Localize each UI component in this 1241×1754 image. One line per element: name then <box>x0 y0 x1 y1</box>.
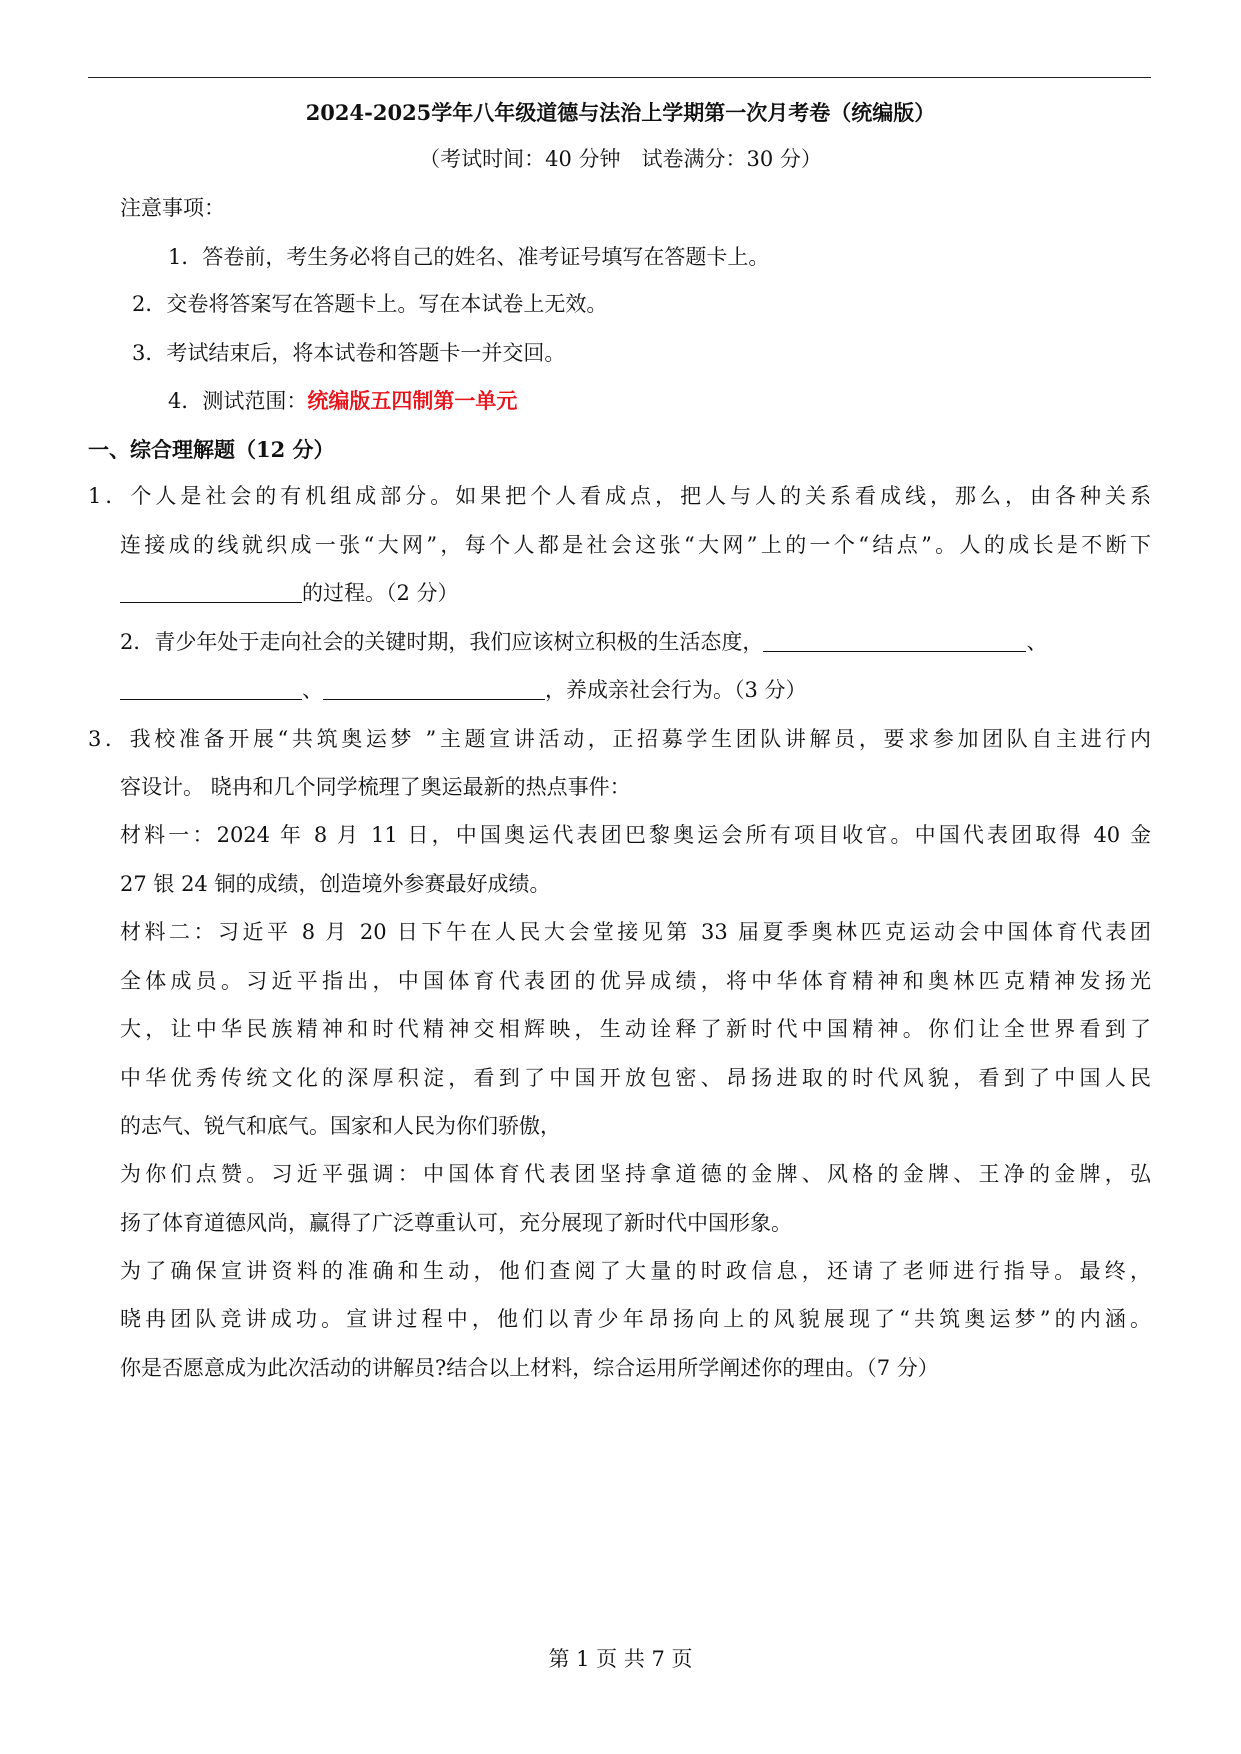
test-scope: 统编版五四制第一单元 <box>307 388 518 413</box>
section-heading: 一、综合理解题（12 分） <box>88 437 335 462</box>
q2-line-1-text: 2．青少年处于走向社会的关键时期，我们应该树立积极的生活态度， <box>120 630 764 654</box>
material-2-line-3: 大，让中华民族精神和时代精神交相辉映，生动诠释了新时代中国精神。你们让全世界看到了 <box>120 1017 1151 1041</box>
notice-item-4-prefix: 4．测试范围： <box>168 389 308 413</box>
q3-line-1: 3．我校准备开展“共筑奥运梦 ”主题宣讲活动，正招募学生团队讲解员，要求参加团队自主进行内 <box>88 727 1151 751</box>
q2-separator: 、 <box>1026 630 1048 654</box>
notice-item-3: 3．考试结束后，将本试卷和答题卡一并交回。 <box>132 341 566 365</box>
q1-line-3 <box>120 581 459 606</box>
q3-line-2: 容设计。 晓冉和几个同学梳理了奥运最新的热点事件： <box>120 775 631 799</box>
material-2-line-6: 为你们点赞。习近平强调：中国体育代表团坚持拿道德的金牌、风格的金牌、王净的金牌，弘 <box>120 1162 1151 1186</box>
exam-title: 2024-2025学年八年级道德与法治上学期第一次月考卷（统编版） <box>305 100 936 125</box>
notice-item-2: 2．交卷将答案写在答题卡上。写在本试卷上无效。 <box>132 292 608 316</box>
material-1-line-2: 27 银 24 铜的成绩，创造境外参赛最好成绩。 <box>120 872 551 896</box>
q1-line-2: 连接成的线就织成一张“大网”，每个人都是社会这张“大网”上的一个“结点”。人的成长是不断下 <box>120 533 1151 557</box>
material-2-line-5: 的志气、锐气和底气。国家和人民为你们骄傲， <box>120 1114 561 1138</box>
q2-answer-blank-1[interactable] <box>763 631 1026 652</box>
q2-separator-2: 、 <box>302 678 323 702</box>
material-1-line-1: 材料一：2024 年 8 月 11 日，中国奥运代表团巴黎奥运会所有项目收官。中国代表团取得 40 金 <box>120 823 1151 847</box>
q3-closing-line-2: 晓冉团队竞讲成功。宣讲过程中，他们以青少年昂扬向上的风貌展现了“共筑奥运梦”的内涵。 <box>120 1307 1151 1331</box>
q3-closing-line-1: 为了确保宣讲资料的准确和生动，他们查阅了大量的时政信息，还请了老师进行指导。最终， <box>120 1259 1151 1283</box>
notice-item-1: 1．答卷前，考生务必将自己的姓名、准考证号填写在答题卡上。 <box>168 245 770 269</box>
material-2-line-4: 中华优秀传统文化的深厚积淀，看到了中国开放包密、昂扬进取的时代风貌，看到了中国人民 <box>120 1066 1151 1090</box>
q1-line-3-text: 的过程。（2 分） <box>302 581 459 605</box>
q3-question-prompt: 你是否愿意成为此次活动的讲解员?结合以上材料，综合运用所学阐述你的理由。（7 分） <box>120 1356 939 1380</box>
notice-item-4 <box>168 388 517 414</box>
q1-line-1: 1．个人是社会的有机组成部分。如果把个人看成点，把人与人的关系看成线，那么，由各种关系 <box>88 484 1151 508</box>
material-2-line-1: 材料二：习近平 8 月 20 日下午在人民大会堂接见第 33 届夏季奥林匹克运动会中国体育代表团 <box>120 920 1151 944</box>
exam-subtitle: （考试时间：40 分钟 试卷满分：30 分） <box>419 147 822 171</box>
header-rule <box>88 77 1151 78</box>
notice-heading: 注意事项： <box>120 196 225 220</box>
page-number: 第 1 页 共 7 页 <box>548 1647 693 1671</box>
q1-answer-blank[interactable] <box>120 582 302 603</box>
q2-line-2-text: ，养成亲社会行为。（3 分） <box>545 678 807 702</box>
q2-answer-blank-2[interactable] <box>120 679 302 700</box>
q2-line-2 <box>120 678 807 703</box>
q2-answer-blank-3[interactable] <box>323 679 545 700</box>
q2-line-1 <box>120 630 1047 655</box>
material-2-line-2: 全体成员。习近平指出，中国体育代表团的优异成绩，将中华体育精神和奥林匹克精神发扬光 <box>120 969 1151 993</box>
material-2-line-7: 扬了体育道德风尚，赢得了广泛尊重认可，充分展现了新时代中国形象。 <box>120 1211 792 1235</box>
